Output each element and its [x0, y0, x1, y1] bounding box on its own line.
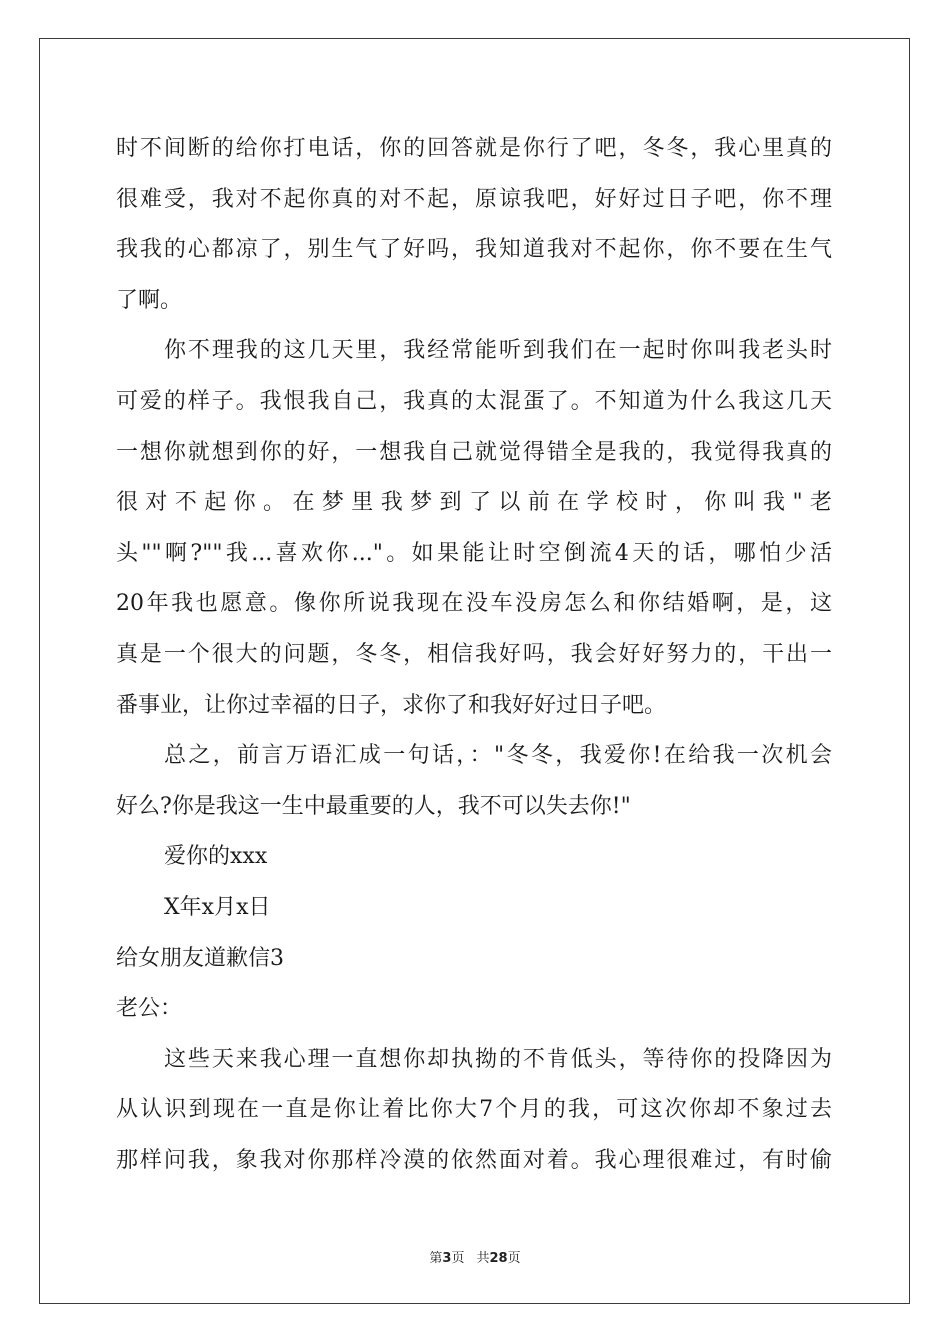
text-line: 我我的心都凉了，别生气了好吗，我知道我对不起你，你不要在生气 [116, 237, 832, 263]
text-line: 那样问我，象我对你那样冷漠的依然面对着。我心理很难过，有时偷 [116, 1147, 832, 1173]
total-suffix: 页 [507, 1251, 521, 1266]
date-line: X年x月x日 [164, 894, 271, 920]
text-line: 很对不起你。在梦里我梦到了以前在学校时，你叫我"老 [116, 490, 832, 516]
page-footer [0, 1247, 950, 1266]
page-total: 28 [489, 1251, 508, 1266]
signature: 爱你的xxx [164, 844, 268, 870]
text-line: 头""啊?""我...喜欢你..."。如果能让时空倒流4天的话，哪怕少活 [116, 540, 832, 566]
text-line: 真是一个很大的问题，冬冬，相信我好吗，我会好好努力的，干出一 [116, 641, 832, 667]
text-line: 从认识到现在一直是你让着比你大7个月的我，可这次你却不象过去 [116, 1097, 832, 1123]
text-line: 番事业，让你过幸福的日子，求你了和我好好过日子吧。 [116, 692, 667, 718]
text-line: 了啊。 [116, 287, 183, 313]
salutation: 老公： [116, 996, 183, 1022]
page-suffix: 页 [451, 1251, 465, 1266]
text-line: 一想你就想到你的好，一想我自己就觉得错全是我的，我觉得我真的 [116, 439, 832, 465]
total-prefix: 共 [476, 1251, 490, 1266]
page-current: 3 [442, 1251, 452, 1266]
text-line: 这些天来我心理一直想你却执拗的不肯低头，等待你的投降因为 [164, 1046, 832, 1072]
text-line: 总之，前言万语汇成一句话，："冬冬，我爱你!在给我一次机会 [164, 743, 832, 769]
section-heading: 给女朋友道歉信3 [116, 945, 284, 971]
text-line: 时不间断的给你打电话，你的回答就是你行了吧，冬冬，我心里真的 [116, 136, 832, 161]
document-body [116, 124, 832, 1186]
text-line: 20年我也愿意。像你所说我现在没车没房怎么和你结婚啊，是，这 [116, 591, 832, 617]
text-line: 很难受，我对不起你真的对不起，原谅我吧，好好过日子吧，你不理 [116, 186, 832, 212]
page-prefix: 第 [429, 1251, 443, 1266]
text-line: 可爱的样子。我恨我自己，我真的太混蛋了。不知道为什么我这几天 [116, 388, 832, 414]
text-line: 你不理我的这几天里，我经常能听到我们在一起时你叫我老头时 [164, 338, 832, 364]
text-line: 好么?你是我这一生中最重要的人，我不可以失去你!" [116, 793, 631, 819]
